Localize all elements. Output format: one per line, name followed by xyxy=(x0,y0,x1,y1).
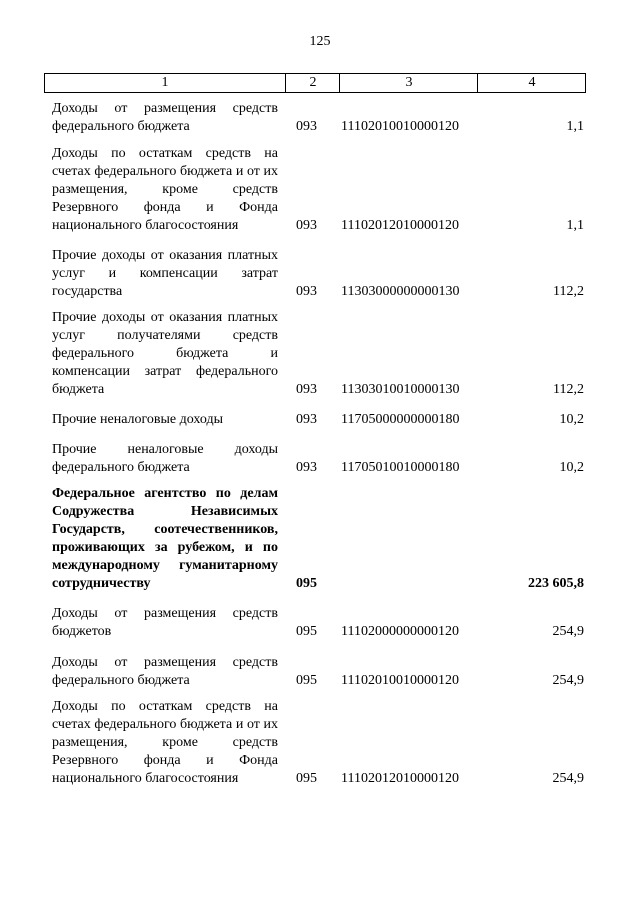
row-kbk: 11102012010000120 xyxy=(341,771,459,786)
table-row xyxy=(0,310,640,399)
row-amount: 254,9 xyxy=(552,624,584,639)
page-number: 125 xyxy=(309,34,331,49)
row-amount: 223 605,8 xyxy=(528,576,584,591)
row-amount: 1,1 xyxy=(566,119,584,134)
table-row xyxy=(0,441,640,477)
row-name: Доходы по остаткам средств на счетах федерального бюджета и от их размещения, кроме средств Резервного фонда и Фонда национального благосостояния xyxy=(52,146,278,233)
row-amount: 112,2 xyxy=(553,382,584,397)
row-code: 093 xyxy=(296,119,317,134)
row-name: Доходы от размещения средств бюджетов xyxy=(52,606,278,639)
row-kbk: 11705000000000180 xyxy=(341,412,460,427)
row-amount: 1,1 xyxy=(566,218,584,233)
row-kbk: 11705010010000180 xyxy=(341,460,460,475)
header-col-4: 4 xyxy=(477,74,586,92)
row-amount: 254,9 xyxy=(552,771,584,786)
table-row xyxy=(0,486,640,593)
header-col-1: 1 xyxy=(161,75,169,90)
row-code: 095 xyxy=(296,624,317,639)
row-code: 095 xyxy=(296,673,317,688)
row-name: Доходы от размещения средств федерального бюджета xyxy=(52,101,278,134)
row-name: Прочие неналоговые доходы xyxy=(52,412,224,427)
row-code: 093 xyxy=(296,284,317,299)
row-name: Доходы от размещения средств федерального бюджета xyxy=(52,655,278,688)
row-amount: 254,9 xyxy=(552,673,584,688)
table-header xyxy=(44,73,586,93)
row-kbk: 11102012010000120 xyxy=(341,218,459,233)
row-kbk: 11102010010000120 xyxy=(341,119,459,134)
row-code: 093 xyxy=(296,460,317,475)
row-kbk: 11303000000000130 xyxy=(341,284,460,299)
table-row xyxy=(0,411,640,429)
row-kbk: 11102010010000120 xyxy=(341,673,459,688)
row-name: Прочие доходы от оказания платных услуг и компенсации затрат государства xyxy=(52,248,278,299)
row-code: 093 xyxy=(296,412,317,427)
row-kbk: 11303010010000130 xyxy=(341,382,460,397)
table-row xyxy=(0,699,640,788)
table-row xyxy=(0,654,640,690)
row-code: 093 xyxy=(296,218,317,233)
table-row xyxy=(0,100,640,136)
table-row xyxy=(0,146,640,235)
row-code: 095 xyxy=(296,576,317,591)
header-col-2: 2 xyxy=(285,74,340,92)
row-name: Федеральное агентство по делам Содружества Независимых Государств, соотечественников, проживающих за рубежом, и по международному гуманитарному сотрудничеству xyxy=(52,486,278,591)
table-row xyxy=(0,247,640,301)
row-code: 095 xyxy=(296,771,317,786)
table-row xyxy=(0,605,640,641)
row-code: 093 xyxy=(296,382,317,397)
header-col-3: 3 xyxy=(339,74,478,92)
row-kbk: 11102000000000120 xyxy=(341,624,459,639)
row-name: Прочие доходы от оказания платных услуг получателями средств федерального бюджета и компенсации затрат федерального бюджета xyxy=(52,310,278,397)
row-name: Доходы по остаткам средств на счетах федерального бюджета и от их размещения, кроме средств Резервного фонда и Фонда национального благосостояния xyxy=(52,699,278,786)
row-amount: 112,2 xyxy=(553,284,584,299)
row-amount: 10,2 xyxy=(559,460,584,475)
row-amount: 10,2 xyxy=(559,412,584,427)
row-name: Прочие неналоговые доходы федерального бюджета xyxy=(52,442,278,475)
